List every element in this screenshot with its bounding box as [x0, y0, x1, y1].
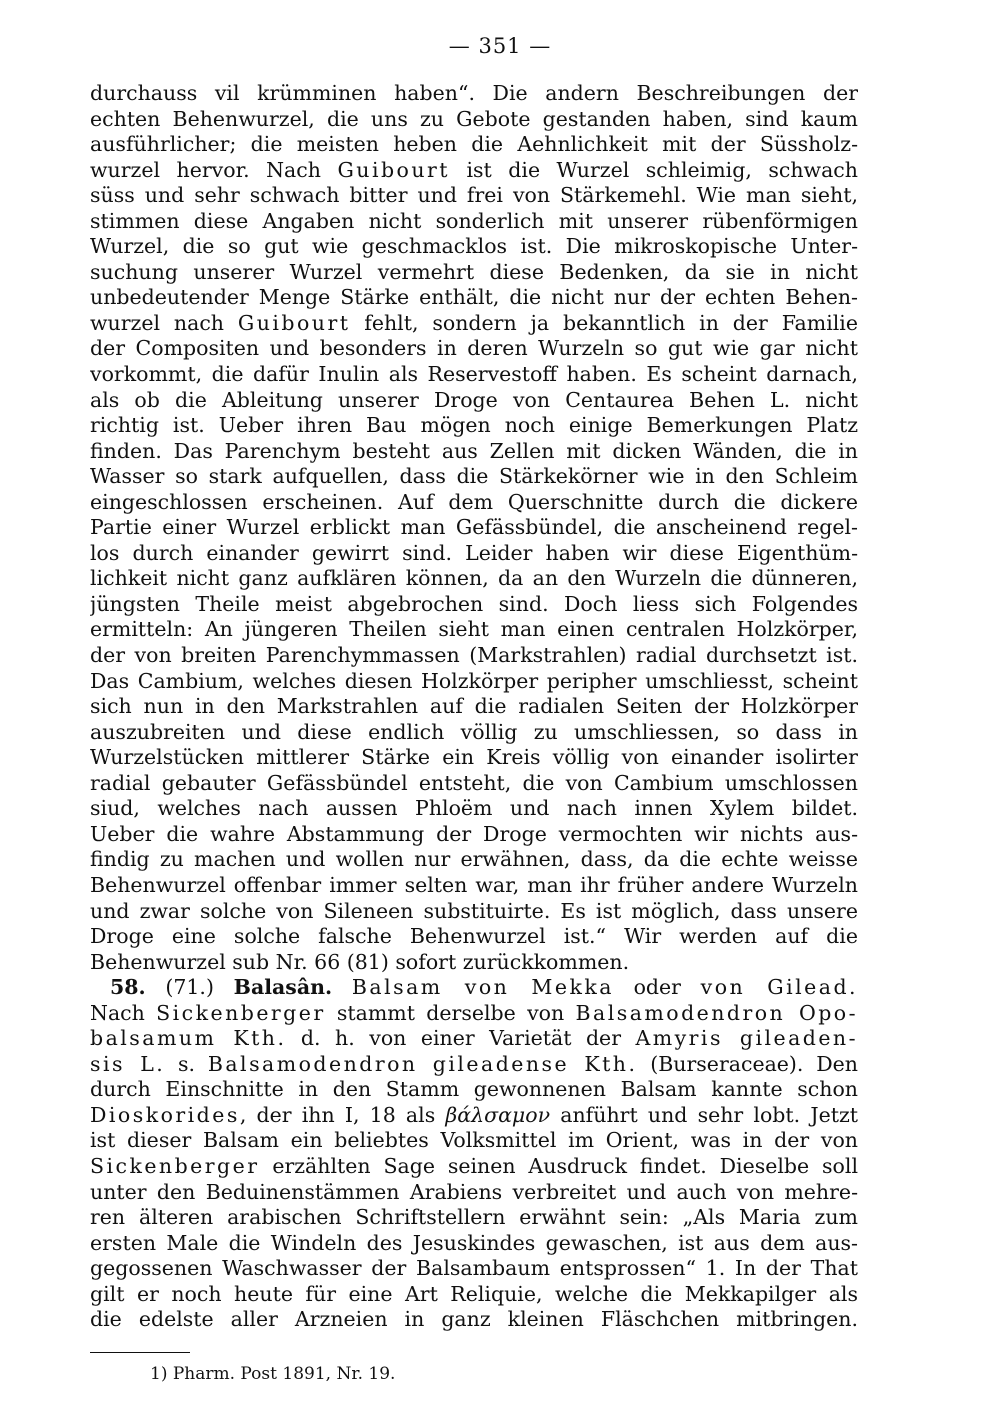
- spaced-text: balsamum Kth.: [90, 1026, 287, 1051]
- text-run: richtig ist. Ueber ihren Bau mögen noch einige Bemerkungen Platz: [90, 413, 858, 438]
- text-run: lichkeit nicht ganz aufklären können, da an den Wurzeln die dünneren,: [90, 566, 858, 591]
- spaced-text: Sickenberger: [156, 1000, 326, 1025]
- text-line: [90, 132, 858, 158]
- spaced-text: Balsamodendron gileadense Kth.: [207, 1051, 638, 1076]
- text-run: echten Behenwurzel, die uns zu Gebote gestanden haben, sind kaum: [90, 106, 858, 131]
- text-run: der von breiten Parenchymmassen (Markstrahlen) radial durchsetzt ist.: [90, 643, 858, 668]
- text-line: [90, 1128, 858, 1154]
- text-run: unter den Beduinenstämmen Arabiens verbreitet und auch von mehre-: [90, 1179, 858, 1204]
- text-run: [332, 975, 352, 999]
- text-run: findig zu machen und wollen nur erwähnen, dass, da die echte weisse: [90, 847, 858, 872]
- text-line: [90, 924, 858, 950]
- text-run: radial gebauter Gefässbündel entsteht, die von Cambium umschlossen: [90, 770, 858, 795]
- text-run: Wurzel, die so gut wie geschmacklos ist. Die mikroskopische Unter-: [90, 234, 858, 259]
- text-run: als ob die Ableitung unserer Droge von Centaurea Behen L. nicht: [90, 387, 858, 412]
- text-line: [90, 720, 858, 746]
- text-line: [90, 1001, 858, 1027]
- text-line: [90, 183, 858, 209]
- text-run: sich nun in den Markstrahlen auf die radialen Seiten der Holzkörper: [90, 694, 858, 719]
- text-run: (71.): [145, 975, 234, 1000]
- text-line: [90, 899, 858, 925]
- spaced-text: Sickenberger: [90, 1153, 260, 1178]
- text-line: [90, 1077, 858, 1103]
- text-run: gilt er noch heute für eine Art Reliquie, welche die Mekkapilger als: [90, 1281, 858, 1306]
- text-run: ersten Male die Windeln des Jesuskindes gewaschen, ist aus dem aus-: [90, 1230, 858, 1255]
- spaced-text: Balsamodendron Opo-: [575, 1000, 858, 1025]
- text-run: ist dieser Balsam ein beliebtes Volksmittel im Orient, was in der von: [90, 1128, 858, 1153]
- body-text: [90, 81, 858, 1333]
- text-run: oder: [613, 975, 701, 1000]
- text-line: [90, 260, 858, 286]
- text-run: eingeschlossen erscheinen. Auf dem Querschnitte durch die dickere: [90, 489, 858, 514]
- text-line: [90, 617, 858, 643]
- text-line: [90, 439, 858, 465]
- text-line: [90, 566, 858, 592]
- text-run: finden. Das Parenchym besteht aus Zellen mit dicken Wänden, die in: [90, 438, 858, 463]
- text-run: Wurzelstücken mittlerer Stärke ein Kreis völlig von einander isolirter: [90, 745, 858, 770]
- text-run: s.: [165, 1051, 208, 1076]
- text-line: [90, 81, 858, 107]
- text-run: stammt derselbe von: [325, 1000, 576, 1025]
- spaced-text: von Gilead.: [700, 975, 858, 1000]
- text-line: [90, 388, 858, 414]
- text-run: siud, welches nach aussen Phloëm und nach innen Xylem bildet.: [90, 796, 858, 821]
- text-run: Ueber die wahre Abstammung der Droge vermochten wir nichts aus-: [90, 821, 858, 846]
- footnote: 1) Pharm. Post 1891, Nr. 19.: [150, 1364, 396, 1384]
- text-line: [90, 490, 858, 516]
- text-run: (Burseraceae). Den: [637, 1051, 858, 1076]
- spaced-text: Amyris gileaden-: [635, 1026, 858, 1051]
- text-run: erzählten Sage seinen Ausdruck findet. Dieselbe soll: [259, 1153, 858, 1178]
- text-line: [90, 592, 858, 618]
- text-line: [90, 1307, 858, 1333]
- spaced-text: Dioskorides: [90, 1102, 240, 1127]
- text-line: [90, 669, 858, 695]
- text-run: anführt und sehr lobt. Jetzt: [550, 1102, 858, 1127]
- spaced-text: sis L.: [90, 1051, 166, 1076]
- text-run: und zwar solche von Sileneen substituirte. Es ist möglich, dass unsere: [90, 898, 858, 923]
- text-run: Behenwurzel sub Nr. 66 (81) sofort zurückkommen.: [90, 949, 630, 974]
- text-line: [90, 1180, 858, 1206]
- text-run: Droge eine solche falsche Behenwurzel ist.“ Wir werden auf die: [90, 924, 858, 949]
- text-run: süss und sehr schwach bitter und frei von Stärkemehl. Wie man sieht,: [90, 183, 858, 208]
- text-line: [90, 1282, 858, 1308]
- text-run: die edelste aller Arzneien in ganz kleinen Fläschchen mitbringen.: [90, 1307, 858, 1332]
- text-line: [90, 515, 858, 541]
- text-line: [90, 107, 858, 133]
- text-run: Nach: [90, 1000, 157, 1025]
- greek-text: βάλσαμον: [445, 1102, 551, 1127]
- text-run: auszubreiten und diese endlich völlig zu umschliessen, so dass in: [90, 719, 858, 744]
- text-line: [90, 950, 858, 976]
- text-run: los durch einander gewirrt sind. Leider haben wir diese Eigenthüm-: [90, 540, 858, 565]
- text-line: [90, 643, 858, 669]
- text-run: Behenwurzel offenbar immer selten war, man ihr früher andere Wurzeln: [90, 872, 858, 897]
- text-run: durch Einschnitte in den Stamm gewonnenen Balsam kannte schon: [90, 1077, 858, 1102]
- text-run: Wasser so stark aufquellen, dass die Stärkekörner wie in den Schleim: [90, 464, 858, 489]
- text-run: wurzel hervor. Nach: [90, 157, 338, 182]
- text-run: , der ihn I, 18 als: [239, 1102, 446, 1127]
- page-number: — 351 —: [448, 34, 552, 58]
- text-line: [90, 362, 858, 388]
- text-run: Partie einer Wurzel erblickt man Gefässbündel, die anscheinend regel-: [90, 515, 858, 540]
- text-line: [90, 1026, 858, 1052]
- text-line: [90, 413, 858, 439]
- text-line: [90, 796, 858, 822]
- footnote-rule: [90, 1352, 190, 1353]
- text-run: suchung unserer Wurzel vermehrt diese Bedenken, da sie in nicht: [90, 259, 858, 284]
- text-line: [90, 234, 858, 260]
- text-line: [90, 1205, 858, 1231]
- text-line: [90, 847, 858, 873]
- text-line: [90, 1052, 858, 1078]
- text-run: vorkommt, die dafür Inulin als Reservestoff haben. Es scheint darnach,: [90, 362, 858, 387]
- text-run: ren älteren arabischen Schriftstellern erwähnt sein: „Als Maria zum: [90, 1205, 858, 1230]
- text-line: [90, 1103, 858, 1129]
- text-run: ermitteln: An jüngeren Theilen sieht man einen centralen Holzkörper,: [90, 617, 858, 642]
- bold-text: 58.: [110, 975, 146, 1000]
- text-run: ist die Wurzel schleimig, schwach: [449, 157, 858, 182]
- spaced-text: Balsam von Mekka: [351, 975, 614, 1000]
- text-run: fehlt, sondern ja bekanntlich in der Familie: [350, 310, 858, 335]
- text-run: der Compositen und besonders in deren Wurzeln so gut wie gar nicht: [90, 336, 858, 361]
- text-line: [90, 1154, 858, 1180]
- text-run: wurzel nach: [90, 310, 238, 335]
- text-run: unbedeutender Menge Stärke enthält, die nicht nur der echten Behen-: [90, 285, 858, 310]
- bold-text: Balasân.: [233, 975, 333, 1000]
- spaced-text: Guibourt: [237, 310, 351, 335]
- text-run: stimmen diese Angaben nicht sonderlich mit unserer rübenförmigen: [90, 208, 858, 233]
- text-line: [90, 771, 858, 797]
- text-run: durchauss vil krümminen haben“. Die andern Beschreibungen der: [90, 81, 858, 105]
- text-line: [90, 1256, 858, 1282]
- text-line: [90, 541, 858, 567]
- text-run: ausführlicher; die meisten heben die Aehnlichkeit mit der Süssholz-: [90, 132, 858, 157]
- text-line: [90, 873, 858, 899]
- text-line: [90, 464, 858, 490]
- text-line: [90, 694, 858, 720]
- text-line: [90, 1231, 858, 1257]
- text-line: [90, 822, 858, 848]
- text-run: Das Cambium, welches diesen Holzkörper peripher umschliesst, scheint: [90, 668, 858, 693]
- spaced-text: Guibourt: [337, 157, 450, 182]
- text-run: gegossenen Waschwasser der Balsambaum entsprossen“ 1. In der That: [90, 1256, 858, 1281]
- text-run: d. h. von einer Varietät der: [286, 1026, 636, 1051]
- text-line: [90, 336, 858, 362]
- text-line: [90, 158, 858, 184]
- text-run: jüngsten Theile meist abgebrochen sind. Doch liess sich Folgendes: [90, 591, 858, 616]
- text-line: [90, 209, 858, 235]
- text-line: [90, 975, 858, 1001]
- text-line: [90, 311, 858, 337]
- text-line: [90, 285, 858, 311]
- text-line: [90, 745, 858, 771]
